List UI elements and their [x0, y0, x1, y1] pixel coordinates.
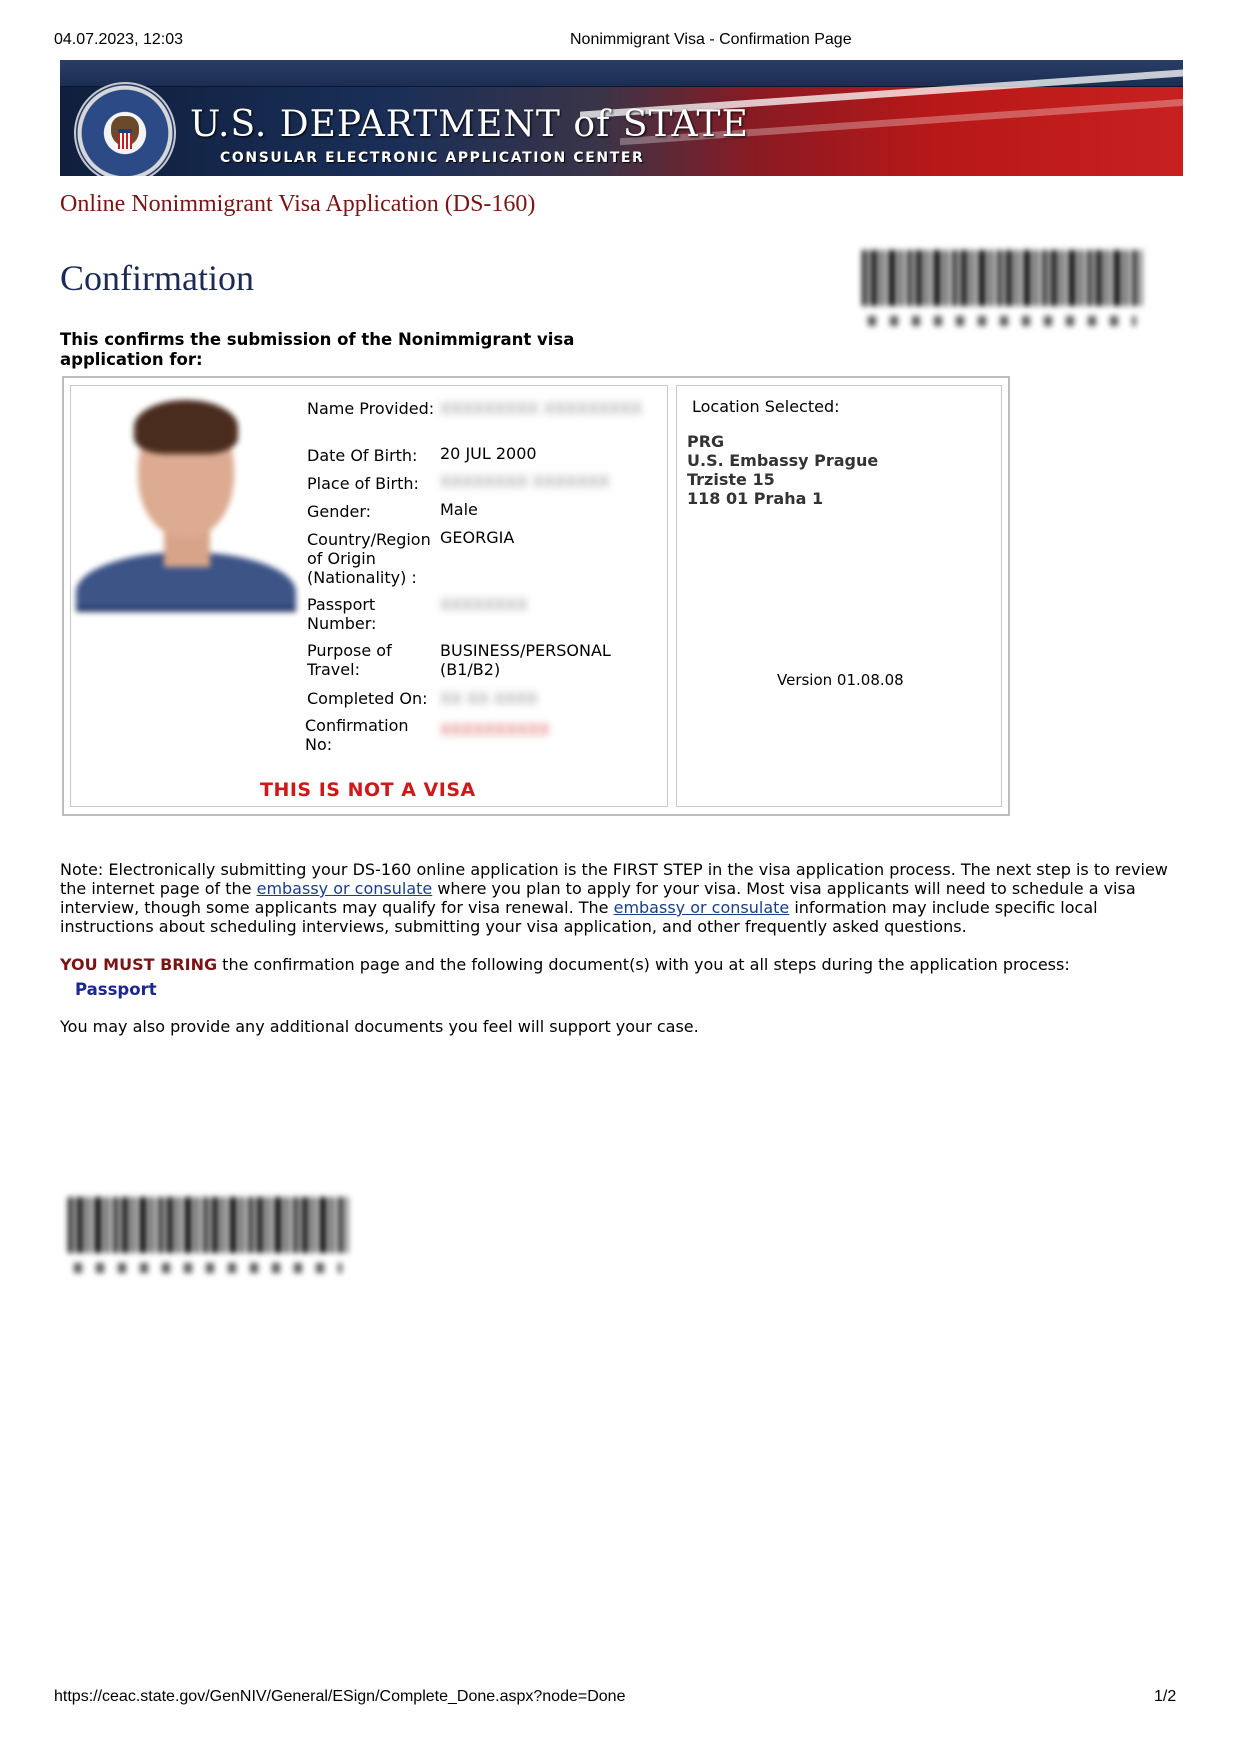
embassy-consulate-link[interactable]: embassy or consulate [256, 879, 433, 898]
gender-label: Gender: [307, 502, 372, 521]
embassy-street: Trziste 15 [687, 470, 775, 489]
name-value: XXXXXXXXX XXXXXXXXX [440, 399, 643, 418]
print-datetime: 04.07.2023, 12:03 [54, 31, 184, 48]
shield-icon [118, 129, 132, 149]
confirmation-number-label: Confirmation No: [305, 716, 409, 754]
location-label: Location Selected: [692, 397, 840, 416]
embassy-city: 118 01 Praha 1 [687, 489, 824, 508]
note-paragraph [60, 860, 1183, 936]
pob-value: XXXXXXXX XXXXXXX [440, 472, 610, 491]
photo-hair [134, 400, 238, 454]
barcode-bottom [68, 1197, 348, 1277]
application-title: Online Nonimmigrant Visa Application (DS-160) [60, 191, 536, 217]
embassy-name: U.S. Embassy Prague [687, 451, 879, 470]
nationality-value: GEORGIA [440, 528, 515, 547]
name-label: Name Provided: [307, 399, 435, 418]
required-document-passport: Passport [75, 980, 157, 999]
footer-url: https://ceac.state.gov/GenNIV/General/ESign/Complete_Done.aspx?node=Done [54, 1688, 626, 1705]
applicant-photo [76, 392, 296, 612]
location-code: PRG [687, 432, 725, 451]
must-bring-paragraph [60, 955, 1183, 974]
barcode-bars [68, 1197, 348, 1253]
embassy-consulate-link[interactable]: embassy or consulate [613, 898, 790, 917]
dos-banner [60, 60, 1183, 176]
department-name: U.S. DEPARTMENT of STATE [190, 104, 749, 145]
barcode-bars [862, 250, 1142, 306]
note-text-3: information may include specific local instructions about scheduling interviews, submitting your visa application, and other frequently asked questions. [60, 898, 1098, 936]
dob-value: 20 JUL 2000 [440, 444, 537, 463]
completed-label: Completed On: [307, 689, 428, 708]
must-bring-emphasis: YOU MUST BRING [60, 955, 218, 974]
page-title: Confirmation [60, 258, 254, 298]
gender-value: Male [440, 500, 478, 519]
note-text-2: where you plan to apply for your visa. Most visa applicants will need to schedule a visa interview, though some applicants may qualify for visa renewal. The [60, 879, 1136, 917]
barcode-top [862, 250, 1142, 330]
purpose-label: Purpose of Travel: [307, 641, 392, 679]
footer-page-number: 1/2 [1154, 1688, 1177, 1705]
nationality-label: Country/Region of Origin (Nationality) : [307, 530, 431, 587]
purpose-value: BUSINESS/PERSONAL (B1/B2) [440, 641, 611, 679]
barcode-digits [868, 316, 1136, 326]
not-a-visa-warning: THIS IS NOT A VISA [260, 779, 476, 801]
pob-label: Place of Birth: [307, 474, 419, 493]
print-page-title: Nonimmigrant Visa - Confirmation Page [570, 31, 852, 48]
passport-number-label: Passport Number: [307, 595, 377, 633]
version-text: Version 01.08.08 [777, 671, 904, 689]
barcode-digits [74, 1263, 342, 1273]
must-bring-text: the confirmation page and the following document(s) with you at all steps during the application process: [217, 955, 1070, 974]
location-panel [676, 385, 1002, 807]
confirmation-number-value: XXXXXXXXXX [440, 720, 550, 739]
photo-bottom-line [76, 606, 296, 612]
passport-number-value: XXXXXXXX [440, 595, 528, 614]
submission-statement: This confirms the submission of the Nonimmigrant visa application for: [60, 330, 575, 369]
completed-value: XX XX XXXX [440, 689, 538, 708]
note-text-1: Note: Electronically submitting your DS-160 online application is the FIRST STEP in the visa application process. The next step is to review the internet page of the [60, 860, 1168, 898]
additional-documents-text: You may also provide any additional documents you feel will support your case. [60, 1017, 699, 1036]
department-seal-icon [74, 82, 176, 176]
dob-label: Date Of Birth: [307, 446, 418, 465]
banner-subtitle: CONSULAR ELECTRONIC APPLICATION CENTER [220, 150, 645, 166]
